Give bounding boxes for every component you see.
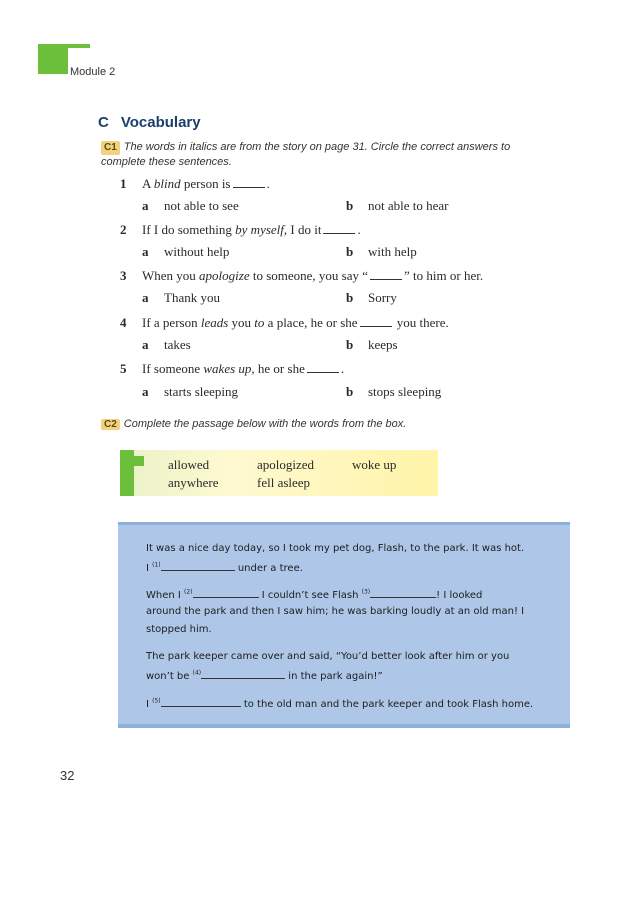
- question-text: you there.: [393, 315, 449, 330]
- question-text: .: [357, 222, 361, 237]
- question-text: A: [142, 176, 154, 191]
- passage-text: I couldn’t see Flash: [261, 590, 359, 601]
- question-text: .: [266, 176, 270, 191]
- passage-blank-2[interactable]: [193, 588, 259, 598]
- option-4a[interactable]: [142, 337, 191, 353]
- word-box: [120, 450, 438, 496]
- word-box-accent-square: [134, 456, 144, 466]
- c1-instruction-line1: The words in italics are from the story on page 31. Circle the correct answers to: [123, 141, 511, 153]
- question-text: he or she: [254, 361, 305, 376]
- section-letter: C: [98, 114, 109, 131]
- c2-instruction-text: Complete the passage below with the words from the box.: [123, 418, 407, 430]
- blank-number: (1): [152, 561, 161, 569]
- answer-blank: [360, 316, 392, 327]
- option-3a[interactable]: [142, 290, 220, 306]
- c1-badge: C1: [101, 141, 120, 155]
- c2-badge: C2: [101, 419, 120, 430]
- passage-line: around the park and then I saw him; he was barking loudly at an old man! I: [146, 606, 525, 617]
- word-apologized: apologized: [257, 457, 315, 472]
- option-text: stops sleeping: [368, 384, 442, 399]
- passage-line: The park keeper came over and said, “You’d better look after him or you: [146, 651, 510, 662]
- option-text: starts sleeping: [164, 384, 239, 399]
- blank-number: (3): [361, 588, 371, 596]
- option-2b[interactable]: [346, 244, 417, 260]
- passage-line: stopped him.: [146, 624, 212, 635]
- question-number: 4: [120, 315, 127, 330]
- page-number: 32: [60, 768, 75, 783]
- passage-text: ! I looked: [436, 590, 483, 601]
- module-color-line: [68, 44, 90, 48]
- question-text: If someone: [142, 361, 204, 376]
- option-letter: b: [346, 244, 354, 259]
- passage-text: When I: [146, 590, 181, 601]
- question-keyword: apologize: [199, 268, 250, 283]
- answer-blank: [233, 177, 265, 188]
- c1-instruction: [101, 140, 556, 169]
- question-number: 1: [120, 176, 127, 191]
- passage-blank-5[interactable]: [161, 697, 241, 707]
- option-letter: b: [346, 337, 354, 352]
- question-keyword: wakes up,: [203, 361, 255, 376]
- word-fell-asleep: fell asleep: [257, 475, 311, 490]
- option-text: without help: [164, 244, 230, 259]
- option-text: not able to hear: [368, 198, 449, 213]
- question-3: [120, 268, 483, 284]
- passage-blank-4[interactable]: [201, 669, 285, 679]
- section-title: Vocabulary: [120, 114, 201, 131]
- question-1: [120, 176, 270, 192]
- answer-blank: [307, 362, 339, 373]
- question-text: you: [228, 315, 255, 330]
- option-letter: b: [346, 290, 354, 305]
- option-5b[interactable]: [346, 384, 441, 400]
- passage-line: [146, 588, 482, 601]
- question-text: When you: [142, 268, 200, 283]
- passage-blank-3[interactable]: [370, 588, 436, 598]
- passage-text: in the park again!”: [288, 671, 383, 682]
- question-text: If I do something: [142, 222, 236, 237]
- blank-number: (2): [184, 588, 193, 596]
- question-text: If a person: [142, 315, 201, 330]
- passage-blank-1[interactable]: [161, 561, 235, 571]
- option-1a[interactable]: [142, 198, 239, 214]
- blank-number: (4): [192, 669, 202, 677]
- option-text: not able to see: [164, 198, 239, 213]
- option-letter: a: [142, 337, 149, 352]
- option-3b[interactable]: [346, 290, 397, 306]
- question-number: 3: [120, 268, 127, 283]
- option-text: Sorry: [368, 290, 397, 305]
- word-box-accent-bar: [120, 450, 134, 496]
- word-woke-up: woke up: [352, 457, 397, 472]
- passage-line: [146, 561, 303, 574]
- option-text: Thank you: [164, 290, 220, 305]
- question-text: ” to him or her.: [404, 268, 484, 283]
- option-2a[interactable]: [142, 244, 229, 260]
- option-text: with help: [368, 244, 417, 259]
- option-4b[interactable]: [346, 337, 398, 353]
- question-keyword: by myself,: [235, 222, 288, 237]
- question-keyword: to: [254, 315, 265, 330]
- answer-blank: [323, 223, 355, 234]
- question-text: a place, he or she: [264, 315, 358, 330]
- option-letter: a: [142, 290, 149, 305]
- option-text: keeps: [368, 337, 398, 352]
- passage-note: [118, 522, 570, 728]
- option-letter: b: [346, 384, 354, 399]
- answer-blank: [370, 269, 402, 280]
- passage-text: I: [146, 699, 149, 710]
- question-text: I do it: [287, 222, 322, 237]
- c2-instruction: [101, 418, 406, 430]
- question-number: 5: [120, 361, 127, 376]
- question-text: person is: [180, 176, 231, 191]
- option-letter: a: [142, 198, 149, 213]
- option-1b[interactable]: [346, 198, 449, 214]
- passage-line: It was a nice day today, so I took my pet dog, Flash, to the park. It was hot.: [146, 543, 525, 554]
- question-keyword: leads: [200, 315, 229, 330]
- option-letter: a: [142, 384, 149, 399]
- passage-text: under a tree.: [237, 563, 303, 574]
- passage-text: to the old man and the park keeper and took Flash home.: [243, 699, 534, 710]
- blank-number: (5): [152, 697, 161, 705]
- module-color-tab: [38, 44, 68, 74]
- passage-text: won’t be: [146, 671, 190, 682]
- question-4: [120, 315, 449, 331]
- question-5: [120, 361, 344, 377]
- c1-instruction-line2: complete these sentences.: [101, 156, 232, 168]
- option-letter: a: [142, 244, 149, 259]
- question-keyword: blind: [153, 176, 181, 191]
- word-allowed: allowed: [168, 457, 210, 472]
- section-heading: [98, 114, 201, 131]
- question-text: to someone, you say “: [249, 268, 369, 283]
- option-5a[interactable]: [142, 384, 238, 400]
- option-text: takes: [164, 337, 191, 352]
- word-anywhere: anywhere: [168, 475, 219, 490]
- question-number: 2: [120, 222, 127, 237]
- passage-line: [146, 697, 533, 710]
- question-text: .: [340, 361, 345, 376]
- option-letter: b: [346, 198, 354, 213]
- passage-text: I: [146, 563, 149, 574]
- module-label: Module 2: [70, 66, 116, 78]
- passage-line: [146, 669, 383, 682]
- question-2: [120, 222, 361, 238]
